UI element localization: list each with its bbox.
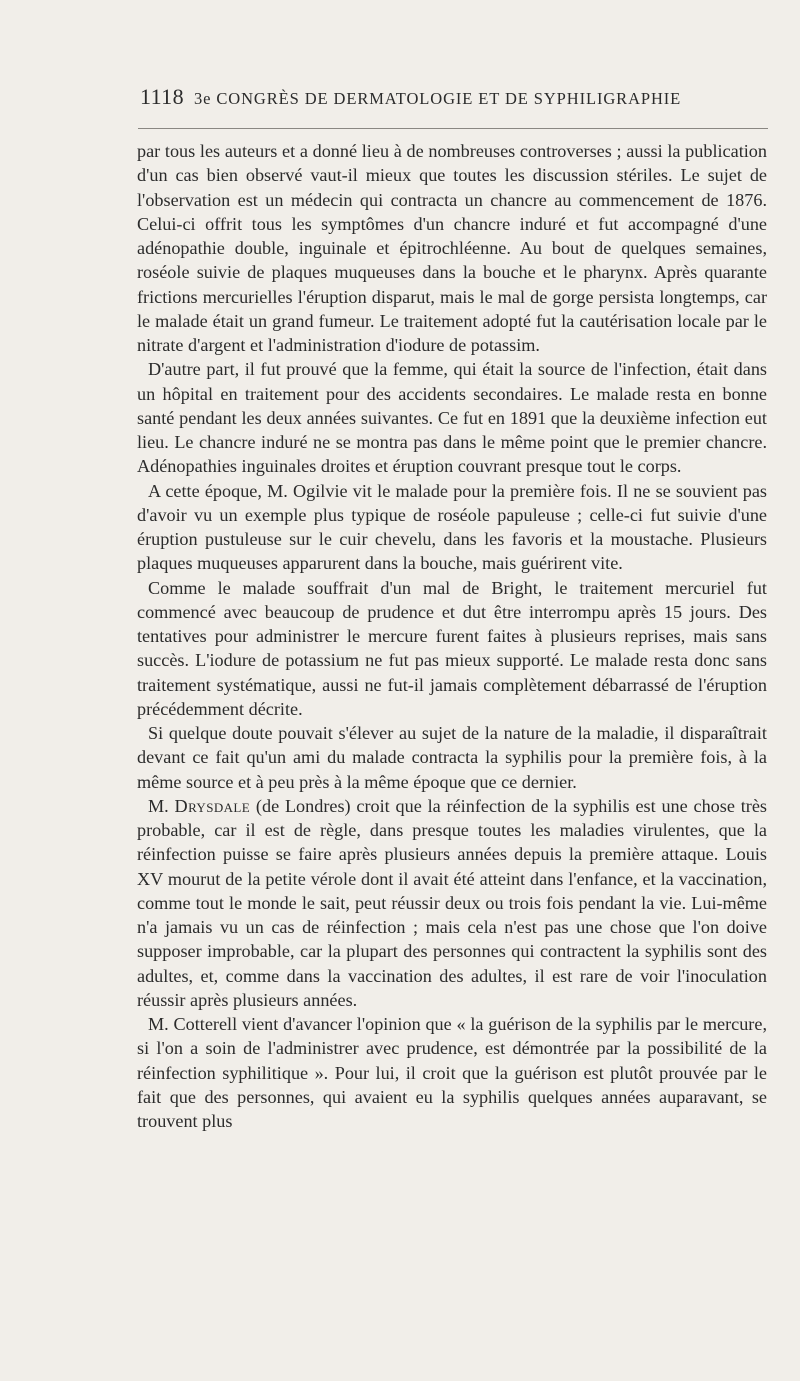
- paragraph: [137, 479, 767, 576]
- paragraph: [137, 576, 767, 722]
- speaker-prefix: M.: [148, 795, 175, 816]
- page-number: 1118: [140, 84, 184, 109]
- paragraph: [137, 794, 767, 1012]
- paragraph-text: Si quelque doute pouvait s'élever au sujet de la nature de la maladie, il disparaîtrait devant ce fait qu'un ami du malade contracta la syphilis pour la première fois, à la même source et à peu près à la même époque que ce dernier.: [137, 723, 767, 792]
- paragraph-text: M. Cotterell vient d'avancer l'opinion que « la guérison de la syphilis par le mercure, si l'on a soin de l'administrer avec prudence, est démontrée par la possibilité de la réinfection syphilitique ». Pour lui, il croit que la guérison est plutôt prouvée par le fait que des personnes, qui avaient eu la syphilis quelques années auparavant, se trouvent plus: [137, 1014, 767, 1131]
- body-text: [137, 139, 767, 1133]
- paragraph-text: Comme le malade souffrait d'un mal de Bright, le traitement mercuriel fut commencé avec beaucoup de prudence et dut être interrompu après 15 jours. Des tentatives pour administrer le mercure furent faites à plusieurs reprises, mais sans succès. L'iodure de potassium ne fut pas mieux supporté. Le malade resta donc sans traitement systématique, aussi ne fut-il jamais complètement débarrassé de l'éruption précédemment décrite.: [137, 577, 767, 719]
- paragraph-text: par tous les auteurs et a donné lieu à de nombreuses controverses ; aussi la publication d'un cas bien observé vaut-il mieux que toutes les discussion stériles. Le sujet de l'observation est un médecin qui contracta un chancre au commencement de 1876. Celui-ci offrit tous les symptômes d'un chancre induré et fut accompagné d'une adénopathie double, inguinale et épitrochléenne. Au bout de quelques semaines, roséole suivie de plaques muqueuses dans la bouche et le pharynx. Après quarante frictions mercurielles l'éruption disparut, mais le mal de gorge persista longtemps, car le malade était un grand fumeur. Le traitement adopté fut la cautérisation locale par le nitrate d'argent et l'administration d'iodure de potassim.: [137, 141, 767, 355]
- paragraph: [137, 357, 767, 478]
- paragraph-text: (de Londres) croit que la réinfection de la syphilis est une chose très probable, car il est de règle, dans presque toutes les maladies virulentes, que la réinfection puisse se faire après plusieurs années depuis la première attaque. Louis XV mourut de la petite vérole dont il avait été atteint dans l'enfance, et la vaccination, comme tout le monde le sait, peut réussir deux ou trois fois pendant la vie. Lui-même n'a jamais vu un cas de réinfection ; mais cela n'est pas une chose que l'on doive supposer improbable, car la plupart des personnes qui contractent la syphilis sont des adultes, et, comme dans la vaccination des adultes, il est rare de voir l'inoculation réussir après plusieurs années.: [137, 795, 767, 1010]
- paragraph: [137, 139, 767, 357]
- header-rule: [138, 128, 768, 129]
- paragraph: [137, 1012, 767, 1133]
- paragraph-text: A cette époque, M. Ogilvie vit le malade pour la première fois. Il ne se souvient pas d'avoir vu un exemple plus typique de roséole papuleuse ; celle-ci fut suivie d'une éruption pustuleuse sur le cuir chevelu, dans les favoris et la moustache. Plusieurs plaques muqueuses apparurent dans la bouche, mais guérirent vite.: [137, 480, 767, 574]
- speaker-name: Drysdale: [174, 795, 251, 816]
- running-header: [140, 84, 766, 114]
- running-title: 3e CONGRÈS DE DERMATOLOGIE ET DE SYPHILIGRAPHIE: [193, 89, 682, 108]
- paragraph-text: D'autre part, il fut prouvé que la femme, qui était la source de l'infection, était dans un hôpital en traitement pour des accidents secondaires. Le malade resta en bonne santé pendant les deux années suivantes. Ce fut en 1891 que la deuxième infection eut lieu. Le chancre induré ne se montra pas dans le même point que le premier chancre. Adénopathies inguinales droites et éruption couvrant presque tout le corps.: [137, 359, 767, 477]
- paragraph: [137, 721, 767, 794]
